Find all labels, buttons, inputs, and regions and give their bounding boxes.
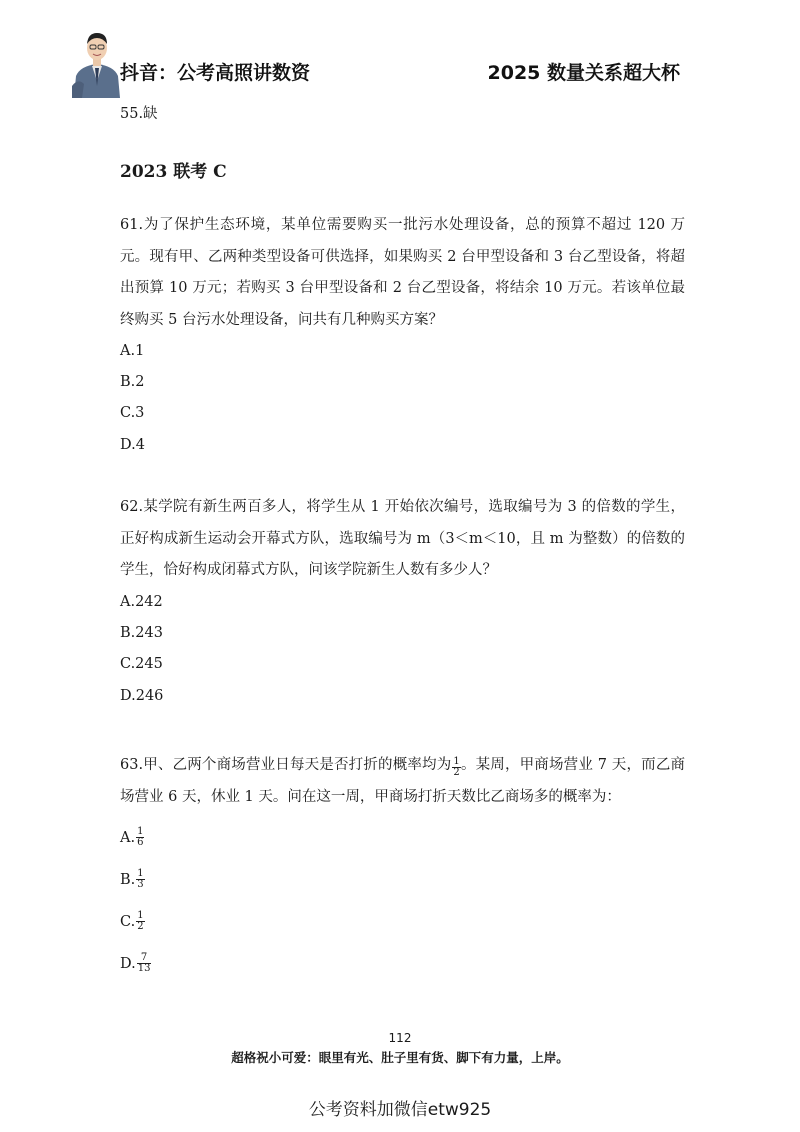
previous-answer-note: 55.缺 (120, 106, 158, 122)
question-63-text (120, 750, 685, 813)
question-63-text-before: 63.甲、乙两个商场营业日每天是否打折的概率均为 (120, 757, 452, 773)
question-63-option-c (120, 911, 145, 932)
question-61-option-d: D.4 (120, 437, 145, 453)
fraction-numerator: 1 (453, 755, 460, 767)
question-62-option-b: B.243 (120, 625, 163, 641)
fraction-denominator: 6 (137, 837, 144, 848)
section-title: 2023 联考 C (120, 162, 227, 182)
question-62-text: 62.某学院有新生两百多人，将学生从 1 开始依次编号，选取编号为 3 的倍数的学生，正好构成新生运动会开幕式方队，选取编号为 m（3＜m＜10，且 m 为整数）的倍数的学生，恰好构成闭幕式方队，问该学院新生人数有多少人？ (120, 499, 685, 578)
option-fraction (136, 869, 144, 890)
header-right-title: 2025 数量关系超大杯 (487, 62, 680, 84)
option-fraction (136, 827, 144, 848)
option-label: B. (120, 871, 136, 888)
contact-watermark: 公考资料加微信etw925 (308, 1100, 492, 1120)
question-62-option-d: D.246 (120, 688, 164, 704)
footer-motto: 超格祝小可爱：眼里有光、肚子里有货、脚下有力量，上岸。 (231, 1050, 569, 1065)
option-label: D. (120, 955, 136, 972)
page-number: 112 (388, 1031, 412, 1045)
option-label: C. (120, 913, 136, 930)
fraction-denominator: 2 (137, 921, 144, 932)
fraction-numerator: 1 (137, 826, 144, 837)
option-fraction (137, 953, 152, 974)
question-63-option-a (120, 827, 144, 848)
question-61-option-b: B.2 (120, 374, 145, 390)
fraction-numerator: 1 (137, 868, 144, 879)
question-61-text: 61.为了保护生态环境，某单位需要购买一批污水处理设备，总的预算不超过 120 万元。现有甲、乙两种类型设备可供选择，如果购买 2 台甲型设备和 3 台乙型设备，将超出预算 10 万元；若购买 3 台甲型设备和 2 台乙型设备，将结余 10 万元。若该单位最终购买 5 台污水处理设备，问共有几种购买方案？ (120, 217, 685, 328)
option-label: A. (120, 829, 136, 846)
question-62-option-c: C.245 (120, 656, 163, 672)
question-63-inline-fraction (452, 757, 460, 778)
question-62-option-a: A.242 (120, 594, 163, 610)
fraction-denominator: 3 (137, 879, 144, 890)
fraction-denominator: 13 (137, 963, 151, 974)
fraction-numerator: 7 (140, 952, 148, 963)
question-61-option-a: A.1 (120, 343, 145, 359)
presenter-avatar (70, 26, 124, 98)
fraction-numerator: 1 (137, 910, 144, 921)
question-63-option-d (120, 953, 151, 974)
question-61-option-c: C.3 (120, 405, 145, 421)
fraction-denominator: 2 (453, 766, 460, 778)
header-left-title: 抖音：公考高照讲数资 (120, 62, 311, 84)
option-fraction (136, 911, 144, 932)
question-63-text-after: 。某周，甲商场营业 7 天，而乙商场营业 6 天，休业 1 天。问在这一周，甲商场打折天数比乙商场多的概率为： (120, 757, 685, 805)
presenter-photo-icon (70, 26, 124, 98)
question-63-option-b (120, 869, 145, 890)
